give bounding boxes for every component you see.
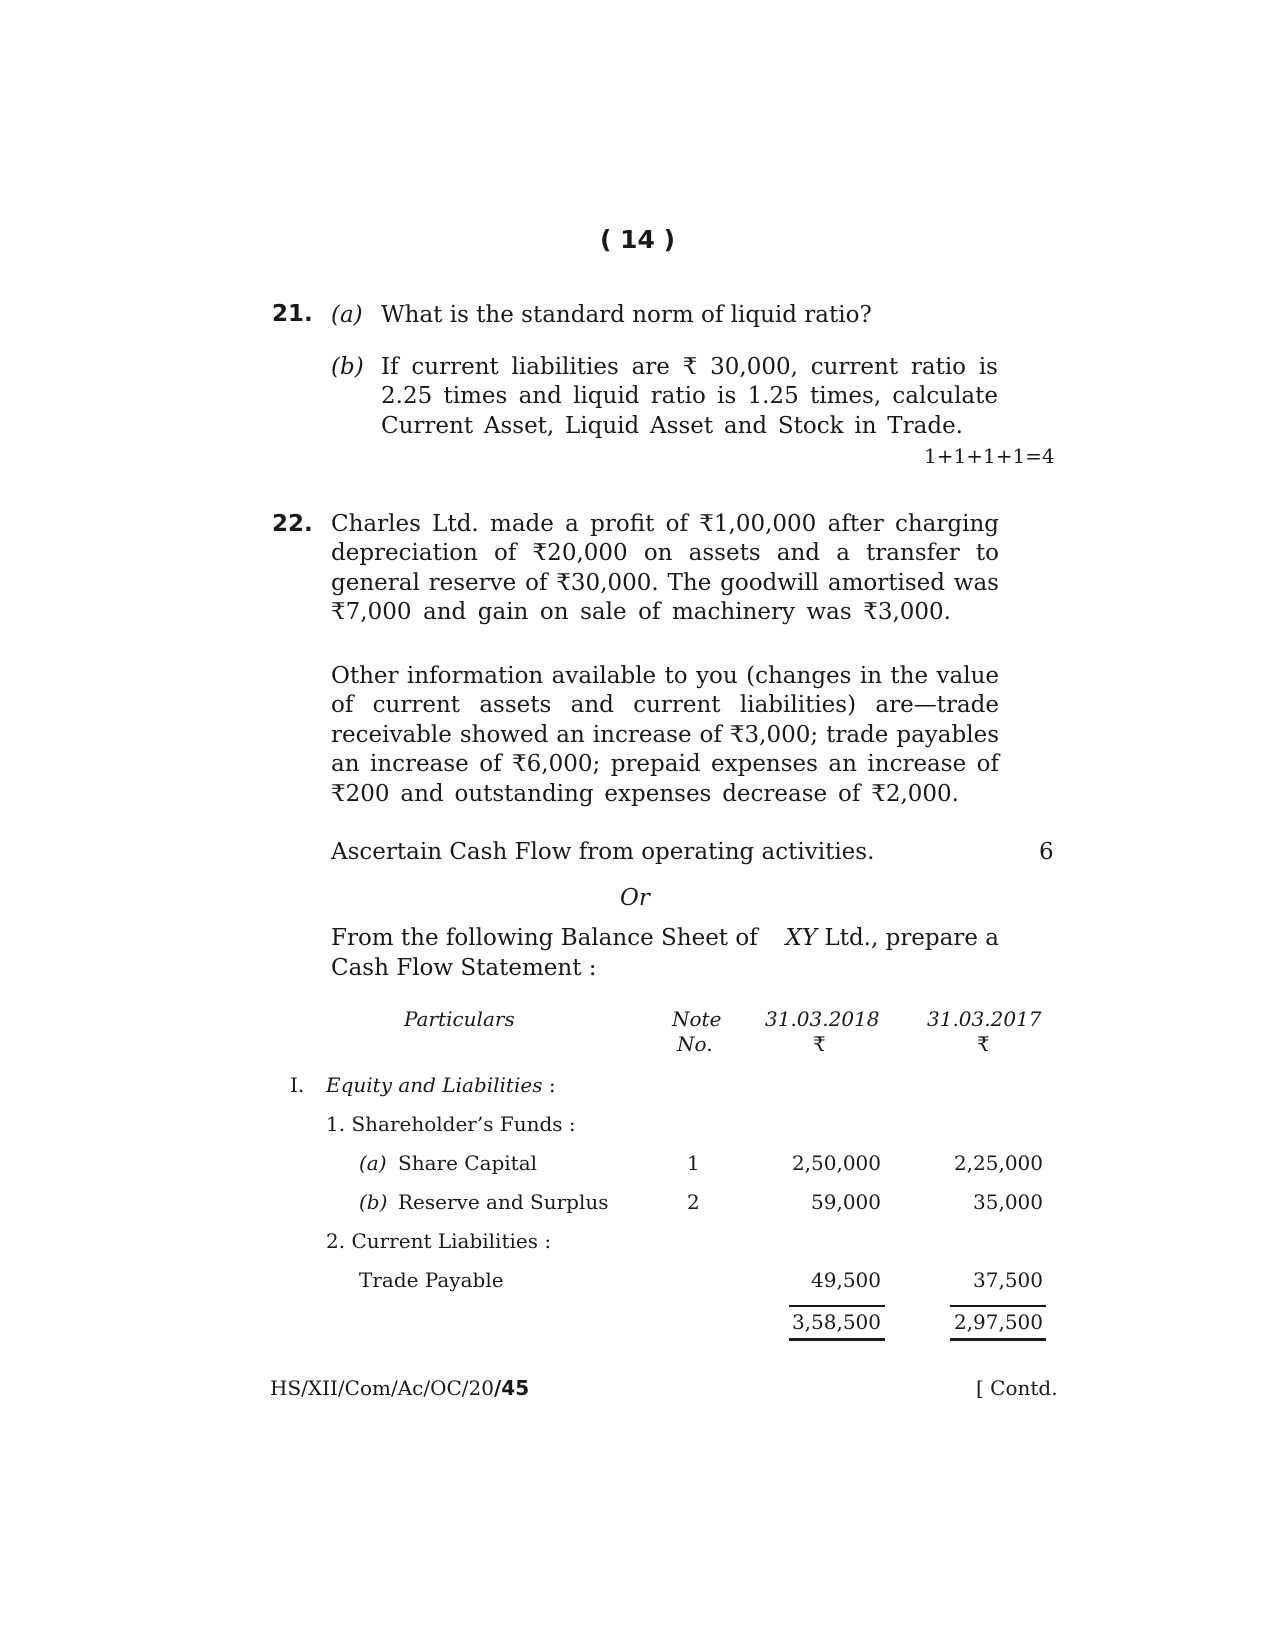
q22-marks: 6 <box>1039 839 1054 865</box>
row-share-capital: Share Capital <box>398 1151 538 1175</box>
row-b-label: (b) <box>359 1190 388 1214</box>
q21-b-line: 2.25 times and liquid ratio is 1.25 times, calculate <box>381 383 998 409</box>
q21-b-line: If current liabilities are ₹ 30,000, current ratio is <box>381 354 998 380</box>
header-particulars: Particulars <box>404 1007 515 1031</box>
q21-b-label: (b) <box>331 354 364 380</box>
row-a-label: (a) <box>359 1151 387 1175</box>
total-2018: 3,58,500 <box>791 1310 881 1334</box>
paper-code <box>270 1376 529 1400</box>
row-reserve-surplus: Reserve and Surplus <box>398 1190 609 1214</box>
row-c-value-2017: 37,500 <box>973 1268 1043 1292</box>
question-21-number: 21. <box>272 301 313 327</box>
row-b-note: 2 <box>687 1190 700 1214</box>
q22-alt-text-b <box>786 925 999 951</box>
total-top-rule-2017 <box>950 1305 1046 1307</box>
q21-a-text: What is the standard norm of liquid ratio? <box>381 302 872 328</box>
subheading-shareholders-funds: 1. Shareholder’s Funds : <box>326 1112 576 1136</box>
q22-alt-text-a: From the following Balance Sheet of <box>331 925 758 951</box>
q21-marks: 1+1+1+1=4 <box>924 444 1055 468</box>
q22-alt-line2: Cash Flow Statement : <box>331 955 597 981</box>
q22-para2-line: an increase of ₹6,000; prepaid expenses an increase of <box>331 751 999 777</box>
row-trade-payable: Trade Payable <box>359 1268 504 1292</box>
page-number: ( 14 ) <box>599 225 676 254</box>
row-a-value-2018: 2,50,000 <box>791 1151 881 1175</box>
total-bottom-rule-2017 <box>950 1338 1046 1341</box>
row-c-value-2018: 49,500 <box>811 1268 881 1292</box>
question-22-number: 22. <box>272 511 313 537</box>
q22-alt-line1 <box>331 925 999 951</box>
row-b-value-2017: 35,000 <box>973 1190 1043 1214</box>
q22-para2-line: of current assets and current liabilities) are—trade <box>331 692 999 718</box>
q22-para1-line: Charles Ltd. made a profit of ₹1,00,000 after charging <box>331 511 999 537</box>
row-a-note: 1 <box>687 1151 700 1175</box>
q22-para2-line: ₹200 and outstanding expenses decrease of ₹2,000. <box>331 781 959 807</box>
q22-para1-line: depreciation of ₹20,000 on assets and a transfer to <box>331 540 999 566</box>
header-col-2017: 31.03.2017 <box>927 1007 1042 1031</box>
total-top-rule-2018 <box>789 1305 885 1307</box>
total-bottom-rule-2018 <box>789 1338 885 1341</box>
row-a-value-2017: 2,25,000 <box>953 1151 1043 1175</box>
section-title: Equity and Liabilities <box>326 1073 543 1097</box>
section-title-row <box>326 1073 556 1097</box>
company-name: XY <box>785 925 818 951</box>
q22-para2-line: Other information available to you (changes in the value <box>331 663 999 689</box>
q21-b-line: Current Asset, Liquid Asset and Stock in Trade. <box>381 413 963 439</box>
section-number: I. <box>290 1073 305 1097</box>
q22-para1-line: ₹7,000 and gain on sale of machinery was ₹3,000. <box>331 599 951 625</box>
section-colon: : <box>548 1073 556 1097</box>
q21-a-label: (a) <box>331 302 363 328</box>
q22-para1-line: general reserve of ₹30,000. The goodwill amortised was <box>331 570 999 596</box>
q22-alt-text-c: Ltd., prepare a <box>824 925 999 951</box>
contd-label: [ Contd. <box>976 1376 1058 1400</box>
header-col-2018-unit: ₹ <box>813 1032 826 1056</box>
total-2017: 2,97,500 <box>953 1310 1043 1334</box>
header-col-2017-unit: ₹ <box>977 1032 990 1056</box>
paper-code-suffix: /45 <box>493 1376 530 1400</box>
q22-ask: Ascertain Cash Flow from operating activities. <box>331 839 875 865</box>
row-b-value-2018: 59,000 <box>811 1190 881 1214</box>
or-separator: Or <box>620 885 650 911</box>
paper-code-prefix: HS/XII/Com/Ac/OC/20 <box>270 1376 494 1400</box>
header-col-2018: 31.03.2018 <box>765 1007 880 1031</box>
subheading-current-liabilities: 2. Current Liabilities : <box>326 1229 552 1253</box>
header-note-no: No. <box>677 1032 713 1056</box>
q22-para2-line: receivable showed an increase of ₹3,000; trade payables <box>331 722 999 748</box>
header-note: Note <box>672 1007 722 1031</box>
